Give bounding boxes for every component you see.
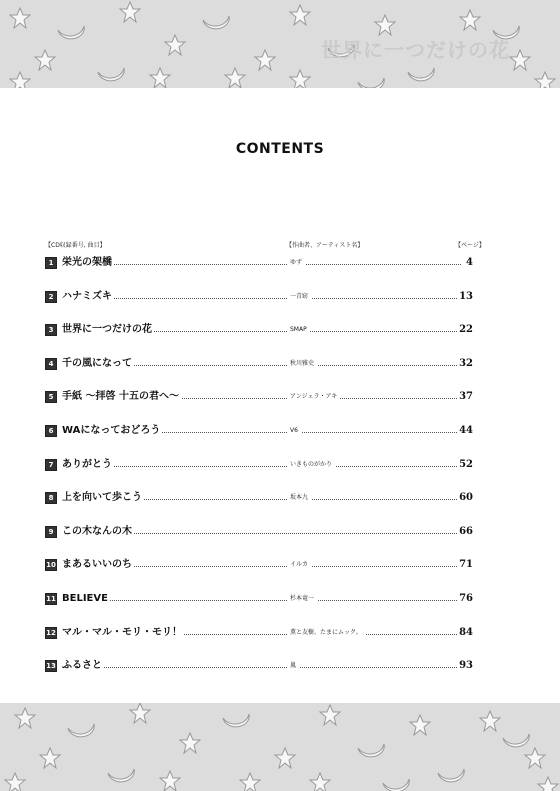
track-number: 7 xyxy=(45,459,57,471)
song-title: 上を向いて歩こう xyxy=(62,492,142,504)
toc-row xyxy=(45,424,473,438)
leader-dots xyxy=(62,600,461,601)
song-title: マル・マル・モリ・モリ！ xyxy=(62,626,182,638)
leader-dots xyxy=(62,298,461,299)
track-number: 1 xyxy=(45,257,57,269)
toc-row xyxy=(45,390,473,404)
page-number: 71 xyxy=(459,559,473,571)
song-title: ふるさと xyxy=(62,660,102,672)
track-number: 8 xyxy=(45,492,57,504)
header-decoration-band xyxy=(0,0,560,88)
page-title: CONTENTS xyxy=(235,141,325,157)
track-number: 3 xyxy=(45,324,57,336)
toc-row xyxy=(45,592,473,606)
toc-row xyxy=(45,458,473,472)
artist-name: 嵐 xyxy=(288,662,299,670)
track-number: 13 xyxy=(46,662,56,671)
toc-row xyxy=(45,558,473,572)
page-number: 13 xyxy=(459,290,473,302)
song-title: 千の風になって xyxy=(62,357,132,369)
track-number: 6 xyxy=(45,425,57,437)
track-number: 12 xyxy=(46,628,56,637)
song-title: 手紙 ～拝啓 十五の君へ～ xyxy=(62,391,179,403)
leader-dots xyxy=(62,466,461,467)
column-header-track: 【CD収録番号, 曲目】 xyxy=(45,242,106,249)
toc-row xyxy=(45,491,473,505)
header-band-title: 世界に一つだけの花 xyxy=(321,38,510,62)
track-number: 9 xyxy=(45,526,57,538)
page-number: 37 xyxy=(459,391,473,403)
artist-name: アンジェラ・アキ xyxy=(288,393,340,401)
page-number: 4 xyxy=(466,257,473,268)
toc-row xyxy=(45,256,473,270)
song-title: 栄光の架橋 xyxy=(62,257,112,268)
track-number: 5 xyxy=(45,391,57,403)
song-title: ハナミズキ xyxy=(62,290,112,302)
artist-name: いきものがかり xyxy=(288,461,335,469)
song-title: WAになっておどろう xyxy=(62,425,161,436)
footer-decoration-band xyxy=(0,703,560,791)
toc-row xyxy=(45,357,473,371)
artist-name: 薫と友樹、たまにムック。 xyxy=(288,629,365,637)
page-number: 22 xyxy=(459,324,473,336)
artist-name: 一青窈 xyxy=(288,293,311,301)
page-number: 66 xyxy=(459,525,473,537)
page-number: 60 xyxy=(459,492,473,504)
artist-name: SMAP xyxy=(288,326,310,334)
page-number: 84 xyxy=(459,626,473,638)
leader-dots xyxy=(62,667,461,668)
song-title: まあるいいのち xyxy=(62,559,132,571)
track-number: 11 xyxy=(46,595,56,603)
track-number: 10 xyxy=(46,561,56,570)
track-number: 2 xyxy=(45,291,57,303)
page-number: 44 xyxy=(459,425,473,436)
artist-name: ゆず xyxy=(288,259,305,267)
toc-row xyxy=(45,626,473,640)
song-title: この木なんの木 xyxy=(62,525,132,537)
stars-moons-pattern-bottom xyxy=(0,703,560,791)
artist-name: V6 xyxy=(288,427,301,435)
song-title: 世界に一つだけの花 xyxy=(62,324,152,336)
column-header-page: 【ページ】 xyxy=(455,242,485,249)
page-number: 32 xyxy=(459,357,473,369)
toc-row xyxy=(45,659,473,673)
track-number: 4 xyxy=(45,358,57,370)
column-header-artist: 【作曲者、アーティスト名】 xyxy=(286,242,364,249)
page-number: 93 xyxy=(459,660,473,672)
song-title: ありがとう xyxy=(62,458,112,470)
toc-row xyxy=(45,290,473,304)
artist-name: 坂本九 xyxy=(288,494,311,502)
page-number: 76 xyxy=(459,593,473,604)
page-number: 52 xyxy=(459,458,473,470)
artist-name: 秋川雅史 xyxy=(288,360,317,368)
artist-name: 杉本竜一 xyxy=(288,595,317,603)
toc-row xyxy=(45,323,473,337)
toc-row xyxy=(45,525,473,539)
leader-dots xyxy=(62,264,461,265)
song-title: BELIEVE xyxy=(62,593,108,604)
artist-name: イルカ xyxy=(288,561,311,569)
